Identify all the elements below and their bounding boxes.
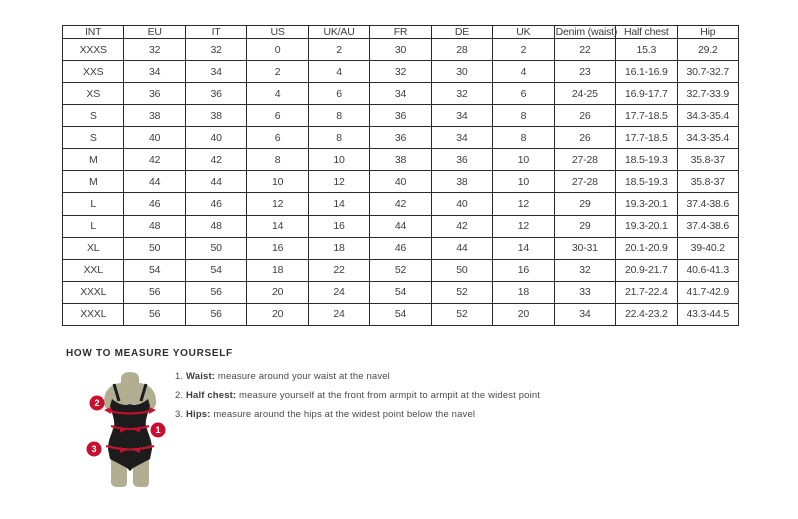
size-cell: 44 bbox=[370, 215, 431, 237]
size-cell: 4 bbox=[308, 61, 369, 83]
size-cell: 27-28 bbox=[554, 149, 615, 171]
size-cell: 56 bbox=[124, 281, 185, 303]
size-cell: 2 bbox=[308, 39, 369, 61]
size-cell: 29.2 bbox=[677, 39, 738, 61]
size-cell: 38 bbox=[370, 149, 431, 171]
size-cell: 24 bbox=[308, 281, 369, 303]
table-row bbox=[63, 281, 739, 303]
size-cell: 46 bbox=[370, 237, 431, 259]
waist-badge-number: 1 bbox=[155, 425, 161, 436]
size-cell: 41.7-42.9 bbox=[677, 281, 738, 303]
size-cell: 42 bbox=[185, 149, 246, 171]
size-cell: 21.7-22.4 bbox=[616, 281, 677, 303]
size-cell: 40 bbox=[431, 193, 492, 215]
size-cell: 38 bbox=[124, 105, 185, 127]
size-cell: 36 bbox=[124, 83, 185, 105]
size-cell: 10 bbox=[247, 171, 308, 193]
size-cell: 43.3-44.5 bbox=[677, 303, 738, 325]
size-cell: 12 bbox=[308, 171, 369, 193]
size-cell: 44 bbox=[185, 171, 246, 193]
column-header: Hip bbox=[677, 26, 738, 39]
table-row bbox=[63, 127, 739, 149]
size-cell: 15.3 bbox=[616, 39, 677, 61]
size-cell: 34 bbox=[124, 61, 185, 83]
size-cell: 22.4-23.2 bbox=[616, 303, 677, 325]
size-cell: 38 bbox=[185, 105, 246, 127]
column-header: EU bbox=[124, 26, 185, 39]
column-header: US bbox=[247, 26, 308, 39]
size-cell: 16.9-17.7 bbox=[616, 83, 677, 105]
size-cell: 20.1-20.9 bbox=[616, 237, 677, 259]
size-cell: 32.7-33.9 bbox=[677, 83, 738, 105]
size-cell: 8 bbox=[247, 149, 308, 171]
size-chart-section bbox=[62, 25, 739, 326]
size-cell: 40 bbox=[185, 127, 246, 149]
step-text: measure around your waist at the navel bbox=[217, 371, 390, 382]
size-cell: 29 bbox=[554, 215, 615, 237]
size-cell: 52 bbox=[431, 281, 492, 303]
table-row bbox=[63, 61, 739, 83]
size-cell: 16 bbox=[247, 237, 308, 259]
table-header-row bbox=[63, 26, 739, 39]
size-cell: XL bbox=[63, 237, 124, 259]
size-cell: XXXL bbox=[63, 281, 124, 303]
table-row bbox=[63, 215, 739, 237]
size-cell: 18.5-19.3 bbox=[616, 171, 677, 193]
size-cell: 32 bbox=[185, 39, 246, 61]
size-cell: 54 bbox=[124, 259, 185, 281]
size-cell: 20.9-21.7 bbox=[616, 259, 677, 281]
size-cell: 40 bbox=[124, 127, 185, 149]
size-cell: 17.7-18.5 bbox=[616, 105, 677, 127]
size-cell: 8 bbox=[493, 127, 554, 149]
size-cell: 14 bbox=[247, 215, 308, 237]
size-cell: 54 bbox=[185, 259, 246, 281]
measure-step-waist bbox=[175, 371, 595, 383]
size-cell: 50 bbox=[124, 237, 185, 259]
size-cell: 16 bbox=[308, 215, 369, 237]
size-cell: 46 bbox=[124, 193, 185, 215]
measure-step-half-chest bbox=[175, 390, 595, 402]
size-cell: XS bbox=[63, 83, 124, 105]
size-cell: L bbox=[63, 215, 124, 237]
step-number: 2. bbox=[175, 390, 184, 401]
column-header: DE bbox=[431, 26, 492, 39]
size-cell: 18.5-19.3 bbox=[616, 149, 677, 171]
size-cell: 56 bbox=[124, 303, 185, 325]
size-cell: 14 bbox=[493, 237, 554, 259]
size-cell: S bbox=[63, 105, 124, 127]
size-cell: 30 bbox=[431, 61, 492, 83]
size-cell: 35.8-37 bbox=[677, 149, 738, 171]
size-cell: 20 bbox=[247, 281, 308, 303]
size-cell: 8 bbox=[493, 105, 554, 127]
step-term: Waist: bbox=[186, 371, 216, 382]
size-cell: 23 bbox=[554, 61, 615, 83]
size-cell: 6 bbox=[308, 83, 369, 105]
size-cell: 19.3-20.1 bbox=[616, 193, 677, 215]
table-row bbox=[63, 83, 739, 105]
size-cell: 0 bbox=[247, 39, 308, 61]
size-cell: 12 bbox=[493, 215, 554, 237]
size-cell: XXXL bbox=[63, 303, 124, 325]
step-number: 3. bbox=[175, 409, 184, 420]
size-cell: XXXS bbox=[63, 39, 124, 61]
size-cell: 42 bbox=[124, 149, 185, 171]
measurement-figure bbox=[75, 370, 185, 490]
size-cell: 54 bbox=[370, 303, 431, 325]
step-text: measure around the hips at the widest point below the navel bbox=[213, 409, 476, 420]
size-cell: 10 bbox=[493, 149, 554, 171]
size-cell: 35.8-37 bbox=[677, 171, 738, 193]
size-cell: 46 bbox=[185, 193, 246, 215]
size-cell: 34.3-35.4 bbox=[677, 105, 738, 127]
step-text: measure yourself at the front from armpit to armpit at the widest point bbox=[239, 390, 541, 401]
column-header: UK/AU bbox=[308, 26, 369, 39]
chest-badge-number: 2 bbox=[94, 398, 100, 409]
measure-step-hips bbox=[175, 409, 595, 421]
measure-section-title: HOW TO MEASURE YOURSELF bbox=[66, 348, 233, 359]
size-cell: XXS bbox=[63, 61, 124, 83]
size-cell: 2 bbox=[247, 61, 308, 83]
size-cell: 10 bbox=[308, 149, 369, 171]
size-cell: 28 bbox=[431, 39, 492, 61]
size-cell: 24 bbox=[308, 303, 369, 325]
size-cell: 48 bbox=[185, 215, 246, 237]
measure-instructions bbox=[175, 371, 595, 428]
size-cell: 36 bbox=[370, 127, 431, 149]
size-cell: 2 bbox=[493, 39, 554, 61]
size-cell: 10 bbox=[493, 171, 554, 193]
size-cell: 52 bbox=[370, 259, 431, 281]
column-header: Denim (waist) bbox=[555, 26, 618, 38]
size-cell: 40 bbox=[370, 171, 431, 193]
size-cell: 17.7-18.5 bbox=[616, 127, 677, 149]
size-cell: 34 bbox=[185, 61, 246, 83]
size-cell: 44 bbox=[431, 237, 492, 259]
hips-badge-number: 3 bbox=[91, 444, 97, 455]
size-cell: 4 bbox=[493, 61, 554, 83]
table-row bbox=[63, 303, 739, 325]
size-cell: 34.3-35.4 bbox=[677, 127, 738, 149]
size-cell: 26 bbox=[554, 127, 615, 149]
size-cell: 30 bbox=[370, 39, 431, 61]
size-cell: 42 bbox=[431, 215, 492, 237]
size-cell: 6 bbox=[247, 105, 308, 127]
size-cell: 8 bbox=[308, 105, 369, 127]
column-header: UK bbox=[493, 26, 554, 39]
mannequin-illustration bbox=[75, 370, 185, 490]
size-cell: 54 bbox=[370, 281, 431, 303]
column-header: FR bbox=[370, 26, 431, 39]
size-cell: 37.4-38.6 bbox=[677, 215, 738, 237]
size-cell: 29 bbox=[554, 193, 615, 215]
size-cell: 52 bbox=[431, 303, 492, 325]
size-cell: 50 bbox=[185, 237, 246, 259]
column-header: Half chest bbox=[616, 26, 677, 39]
size-cell: 32 bbox=[431, 83, 492, 105]
size-cell: 4 bbox=[247, 83, 308, 105]
size-cell: 39-40.2 bbox=[677, 237, 738, 259]
table-row bbox=[63, 259, 739, 281]
column-header: IT bbox=[185, 26, 246, 39]
size-cell: 24-25 bbox=[554, 83, 615, 105]
size-cell: 12 bbox=[247, 193, 308, 215]
size-cell: 34 bbox=[554, 303, 615, 325]
size-cell: 42 bbox=[370, 193, 431, 215]
size-cell: 19.3-20.1 bbox=[616, 215, 677, 237]
table-row bbox=[63, 193, 739, 215]
table-row bbox=[63, 237, 739, 259]
step-term: Half chest: bbox=[186, 390, 237, 401]
size-cell: S bbox=[63, 127, 124, 149]
step-number: 1. bbox=[175, 371, 184, 382]
size-cell: 36 bbox=[185, 83, 246, 105]
size-cell: 38 bbox=[431, 171, 492, 193]
size-cell: 50 bbox=[431, 259, 492, 281]
size-cell: 48 bbox=[124, 215, 185, 237]
size-cell: 16 bbox=[493, 259, 554, 281]
size-cell: 12 bbox=[493, 193, 554, 215]
table-row bbox=[63, 171, 739, 193]
size-cell: 18 bbox=[493, 281, 554, 303]
size-cell: 6 bbox=[247, 127, 308, 149]
size-cell: 18 bbox=[247, 259, 308, 281]
table-row bbox=[63, 105, 739, 127]
size-cell: 16.1-16.9 bbox=[616, 61, 677, 83]
size-cell: M bbox=[63, 171, 124, 193]
column-header: INT bbox=[63, 26, 124, 39]
size-cell: 40.6-41.3 bbox=[677, 259, 738, 281]
size-cell: 26 bbox=[554, 105, 615, 127]
size-cell: 56 bbox=[185, 281, 246, 303]
size-cell: 30.7-32.7 bbox=[677, 61, 738, 83]
size-cell: 22 bbox=[554, 39, 615, 61]
size-cell: 22 bbox=[308, 259, 369, 281]
size-cell: 32 bbox=[554, 259, 615, 281]
size-cell: 34 bbox=[431, 105, 492, 127]
size-cell: 30-31 bbox=[554, 237, 615, 259]
size-cell: 56 bbox=[185, 303, 246, 325]
size-cell: 32 bbox=[124, 39, 185, 61]
size-cell: 32 bbox=[370, 61, 431, 83]
table-row bbox=[63, 39, 739, 61]
step-term: Hips: bbox=[186, 409, 211, 420]
size-cell: 36 bbox=[370, 105, 431, 127]
size-cell: M bbox=[63, 149, 124, 171]
size-cell: L bbox=[63, 193, 124, 215]
size-cell: 44 bbox=[124, 171, 185, 193]
size-cell: 34 bbox=[370, 83, 431, 105]
size-cell: 14 bbox=[308, 193, 369, 215]
size-cell: 6 bbox=[493, 83, 554, 105]
size-cell: 37.4-38.6 bbox=[677, 193, 738, 215]
size-cell: 18 bbox=[308, 237, 369, 259]
size-chart-table bbox=[62, 25, 739, 326]
size-cell: 36 bbox=[431, 149, 492, 171]
size-cell: 20 bbox=[247, 303, 308, 325]
size-cell: XXL bbox=[63, 259, 124, 281]
size-cell: 27-28 bbox=[554, 171, 615, 193]
size-cell: 20 bbox=[493, 303, 554, 325]
table-row bbox=[63, 149, 739, 171]
size-cell: 34 bbox=[431, 127, 492, 149]
size-cell: 33 bbox=[554, 281, 615, 303]
size-cell: 8 bbox=[308, 127, 369, 149]
